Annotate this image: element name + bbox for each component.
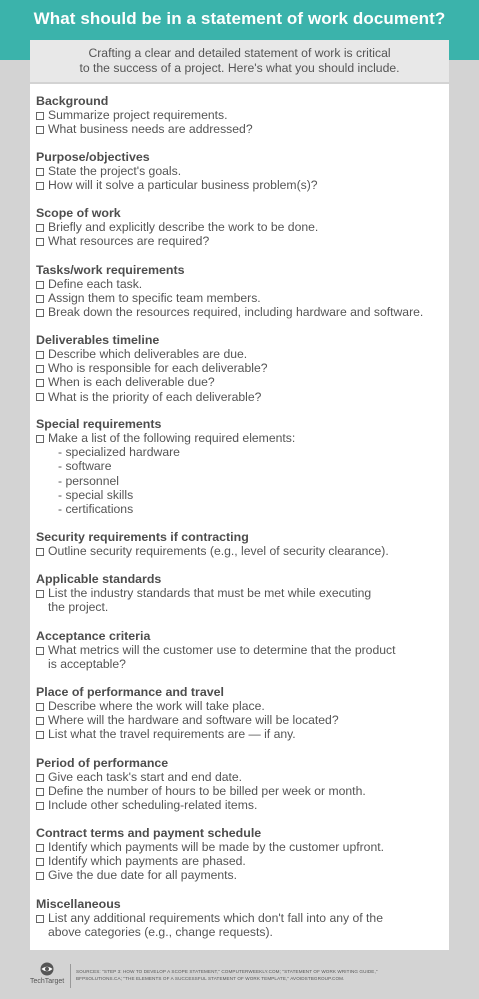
checkbox-icon xyxy=(36,844,44,852)
checkbox-icon xyxy=(36,182,44,190)
checkbox-icon xyxy=(36,788,44,796)
header-notch-right xyxy=(449,40,479,60)
techtarget-logo xyxy=(30,962,66,988)
checklist-item: Give each task's start and end date. xyxy=(36,770,446,784)
checkbox-icon xyxy=(36,590,44,598)
section-title: Security requirements if contracting xyxy=(36,530,249,544)
section-special-requirements xyxy=(36,417,446,516)
checkbox-icon xyxy=(36,647,44,655)
checklist-item-continuation: above categories (e.g., change requests). xyxy=(48,925,273,940)
checklist-item: Assign them to specific team members. xyxy=(36,291,446,305)
checkbox-icon xyxy=(36,351,44,359)
footer-divider xyxy=(70,964,71,988)
checkbox-icon xyxy=(36,703,44,711)
checkbox-icon xyxy=(36,238,44,246)
section-place-of-performance xyxy=(36,685,446,742)
section-title: Miscellaneous xyxy=(36,897,121,911)
sub-item: - certifications xyxy=(58,502,134,517)
checklist-item: How will it solve a particular business problem(s)? xyxy=(36,178,446,192)
checklist-item: List what the travel requirements are — if any. xyxy=(36,727,446,741)
checkbox-icon xyxy=(36,295,44,303)
checklist-item: Describe where the work will take place. xyxy=(36,699,446,713)
checklist-item: What is the priority of each deliverable? xyxy=(36,390,446,404)
checklist-item: Make a list of the following required elements: xyxy=(36,431,446,445)
footer xyxy=(0,950,479,999)
header-banner xyxy=(0,0,479,40)
checklist-item: What metrics will the customer use to determine that the product xyxy=(36,643,446,657)
section-title: Contract terms and payment schedule xyxy=(36,826,262,840)
checkbox-icon xyxy=(36,393,44,401)
intro-line-2: to the success of a project. Here's what you should include. xyxy=(79,61,400,75)
section-miscellaneous xyxy=(36,897,446,939)
checklist-item: Summarize project requirements. xyxy=(36,108,446,122)
logo-text: TechTarget xyxy=(30,978,65,985)
section-title: Place of performance and travel xyxy=(36,685,224,699)
checklist-card xyxy=(30,84,449,950)
checkbox-icon xyxy=(36,224,44,232)
eye-logo-icon xyxy=(40,962,54,976)
checkbox-icon xyxy=(36,281,44,289)
checkbox-icon xyxy=(36,858,44,866)
checklist-item-continuation: the project. xyxy=(48,600,109,615)
intro-box xyxy=(30,40,449,82)
checklist-item: List any additional requirements which don't fall into any of the xyxy=(36,911,446,925)
section-tasks-work-requirements xyxy=(36,263,446,320)
sub-item: - software xyxy=(58,459,112,474)
checkbox-icon xyxy=(36,872,44,880)
checkbox-icon xyxy=(36,365,44,373)
section-title: Purpose/objectives xyxy=(36,150,150,164)
section-title: Applicable standards xyxy=(36,572,162,586)
checkbox-icon xyxy=(36,126,44,134)
sources-line-1: SOURCES: "STEP 3: HOW TO DEVELOP A SCOPE STATEMENT," COMPUTERWEEKLY.COM; "STATEMENT OF WORK WRITING GUIDE," xyxy=(76,969,378,974)
checkbox-icon xyxy=(36,112,44,120)
checklist-item: Define the number of hours to be billed per week or month. xyxy=(36,784,446,798)
checklist-item: Briefly and explicitly describe the work to be done. xyxy=(36,220,446,234)
section-title: Acceptance criteria xyxy=(36,629,151,643)
section-background xyxy=(36,94,446,136)
checklist-item: Include other scheduling-related items. xyxy=(36,798,446,812)
sub-item: - special skills xyxy=(58,487,134,502)
checkbox-icon xyxy=(36,168,44,176)
checklist-item: What resources are required? xyxy=(36,234,446,248)
checklist-item: Identify which payments are phased. xyxy=(36,854,446,868)
sub-item: - specialized hardware xyxy=(58,445,180,460)
checklist-item: Describe which deliverables are due. xyxy=(36,347,446,361)
section-period-of-performance xyxy=(36,756,446,813)
section-title: Scope of work xyxy=(36,206,121,220)
section-title: Background xyxy=(36,94,109,108)
checklist-item: Define each task. xyxy=(36,277,446,291)
section-deliverables-timeline xyxy=(36,333,446,404)
checkbox-icon xyxy=(36,379,44,387)
checklist-item: Break down the resources required, including hardware and software. xyxy=(36,305,446,319)
checklist-item: What business needs are addressed? xyxy=(36,122,446,136)
sub-item: - personnel xyxy=(58,473,119,488)
section-title: Deliverables timeline xyxy=(36,333,160,347)
checklist-item: Give the due date for all payments. xyxy=(36,868,446,882)
checkbox-icon xyxy=(36,717,44,725)
sources-line-2: BFPSOLUTIONS.CA; "THE ELEMENTS OF A SUCCESSFUL STATEMENT OF WORK TEMPLATE," AVOIDSTBGROUP.COM. xyxy=(76,976,345,981)
header-notch-left xyxy=(0,40,30,60)
checklist-item: Who is responsible for each deliverable? xyxy=(36,361,446,375)
intro-line-1: Crafting a clear and detailed statement of work is critical xyxy=(88,46,391,60)
checkbox-icon xyxy=(36,435,44,443)
checklist-item: Identify which payments will be made by the customer upfront. xyxy=(36,840,446,854)
checkbox-icon xyxy=(36,309,44,317)
section-applicable-standards xyxy=(36,572,446,614)
section-purpose-objectives xyxy=(36,150,446,192)
checkbox-icon xyxy=(36,915,44,923)
checklist-item: List the industry standards that must be met while executing xyxy=(36,586,446,600)
checklist-item: Outline security requirements (e.g., level of security clearance). xyxy=(36,544,446,558)
checklist-item-continuation: is acceptable? xyxy=(48,657,126,672)
section-title: Tasks/work requirements xyxy=(36,263,185,277)
checkbox-icon xyxy=(36,731,44,739)
checkbox-icon xyxy=(36,548,44,556)
section-scope-of-work xyxy=(36,206,446,248)
sources-text xyxy=(76,968,436,982)
section-acceptance-criteria xyxy=(36,629,446,671)
checkbox-icon xyxy=(36,774,44,782)
checklist-item: State the project's goals. xyxy=(36,164,446,178)
section-title: Special requirements xyxy=(36,417,162,431)
checklist-item: Where will the hardware and software will be located? xyxy=(36,713,446,727)
page-title: What should be in a statement of work document? xyxy=(33,9,446,28)
section-contract-terms xyxy=(36,826,446,883)
checklist-item: When is each deliverable due? xyxy=(36,375,446,389)
section-title: Period of performance xyxy=(36,756,169,770)
section-security-requirements xyxy=(36,530,446,558)
checkbox-icon xyxy=(36,802,44,810)
